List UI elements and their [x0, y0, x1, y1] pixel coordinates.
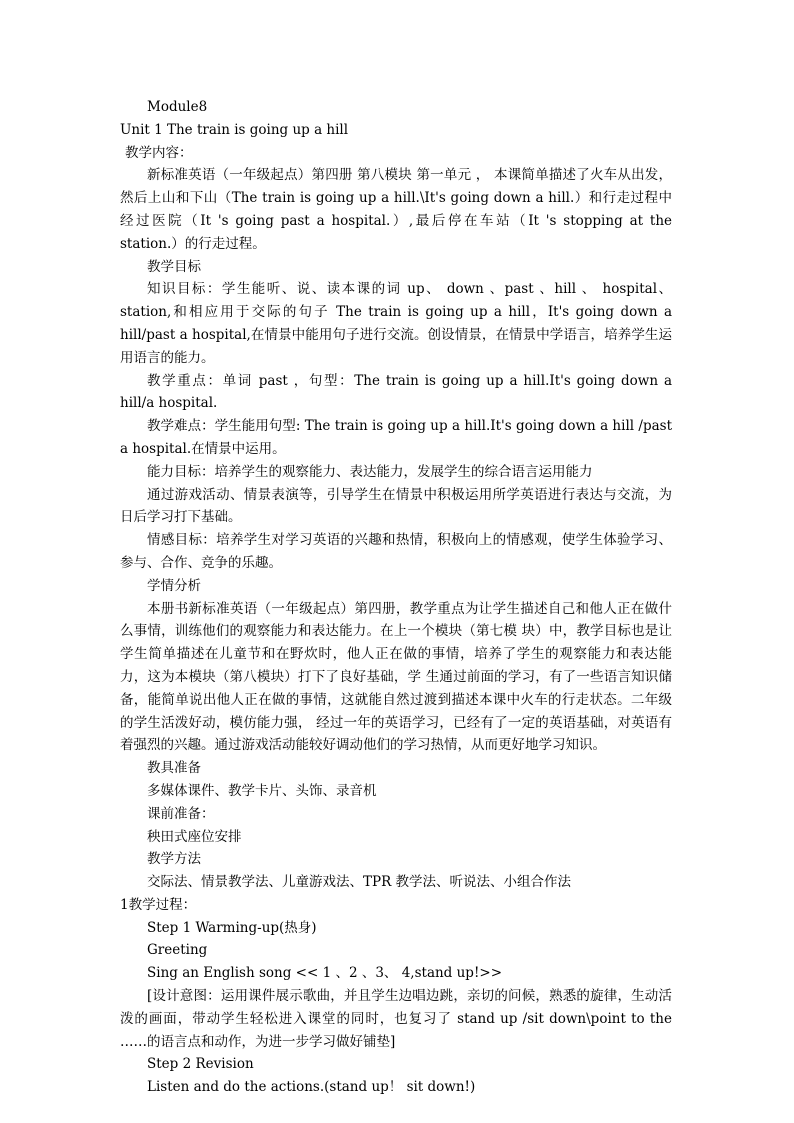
- greeting-line: Greeting: [147, 942, 208, 959]
- listen-line: Listen and do the actions.(stand up！ sit down!): [147, 1079, 476, 1096]
- tools-text: 多媒体课件、教学卡片、头饰、录音机: [147, 782, 377, 799]
- ability-goal: 能力目标：培养学生的观察能力、表达能力，发展学生的综合语言运用能力: [147, 463, 593, 480]
- prep-text: 秧田式座位安排: [147, 828, 242, 845]
- process-heading: 1教学过程：: [120, 896, 197, 913]
- step2-heading: Step 2 Revision: [147, 1056, 254, 1073]
- prep-heading: 课前准备：: [147, 805, 215, 822]
- knowledge-goal: 知识目标：学生能听、说、读本课的词 up、 down 、past 、hill 、 hospital、 station,和相应用于交际的句子 The train is going up a hill，It's going down a hill/past a hospital,在情景中能用句子进行交流。创设情景，在情景中学语言，培养学生运用语言的能力。: [120, 281, 672, 366]
- unit-title: Unit 1 The train is going up a hill: [120, 121, 349, 138]
- method-text: 交际法、情景教学法、儿童游戏法、TPR 教学法、听说法、小组合作法: [147, 874, 572, 891]
- content-text: 新标准英语（一年级起点）第四册 第八模块 第一单元 ， 本课简单描述了火车从出发，然后上山和下山（The train is going up a hill.\It's going down a hill.）和行走过程中经过医院（It 's going past a hospital.）,最后停在车站（It 's stopping at the station.）的行走过程。: [120, 167, 672, 252]
- ability-detail: 通过游戏活动、情景表演等，引导学生在情景中积极运用所学英语进行表达与交流，为日后学习打下基础。: [120, 486, 672, 526]
- emotion-goal: 情感目标：培养学生对学习英语的兴趣和热情，积极向上的情感观，使学生体验学习、参与、合作、竞争的乐趣。: [120, 532, 672, 571]
- step1-heading: Step 1 Warming-up(热身): [147, 919, 317, 936]
- module-title: Module8: [147, 99, 208, 115]
- song-line: Sing an English song << 1 、2 、3、 4,stand up!>>: [147, 965, 503, 982]
- design-note: [设计意图：运用课件展示歌曲，并且学生边唱边跳，亲切的问候，熟悉的旋律，生动活泼的画面，带动学生轻松进入课堂的同时，也复习了 stand up /sit down\point to the ……的语言点和动作，为进一步学习做好铺垫]: [120, 988, 672, 1050]
- method-heading: 教学方法: [147, 851, 201, 868]
- analysis-heading: 学情分析: [147, 577, 201, 594]
- goal-heading: 教学目标: [147, 258, 201, 275]
- key-point: 教学重点：单词 past ，句型：The train is going up a hill.It's going down a hill/a hospital.: [120, 372, 672, 412]
- analysis-text: 本册书新标准英语（一年级起点）第四册，教学重点为让学生描述自己和他人正在做什么事情，训练他们的观察能力和表达能力。在上一个模块（第七模 块）中，教学目标也是让学生简单描述在儿童节和在野炊时，他人正在做的事情，培养了学生的观察能力和表达能力，这为本模块（第八模块）打下了良好基础，学 生通过前面的学习，有了一些语言知识储备，能简单说出他人正在做的事情，这就能自然过渡到描述本课中火车的行走状态。二年级的学生活泼好动，模仿能力强， 经过一年的英语学习，已经有了一定的英语基础，对英语有着强烈的兴趣。通过游戏活动能较好调动他们的学习热情，从而更好地学习知识。: [120, 600, 672, 754]
- content-heading: 教学内容：: [125, 144, 193, 161]
- difficult-point: 教学难点：学生能用句型: The train is going up a hill.It's going down a hill /past a hospital.在情景中运用。: [120, 418, 672, 457]
- tools-heading: 教具准备: [147, 760, 201, 777]
